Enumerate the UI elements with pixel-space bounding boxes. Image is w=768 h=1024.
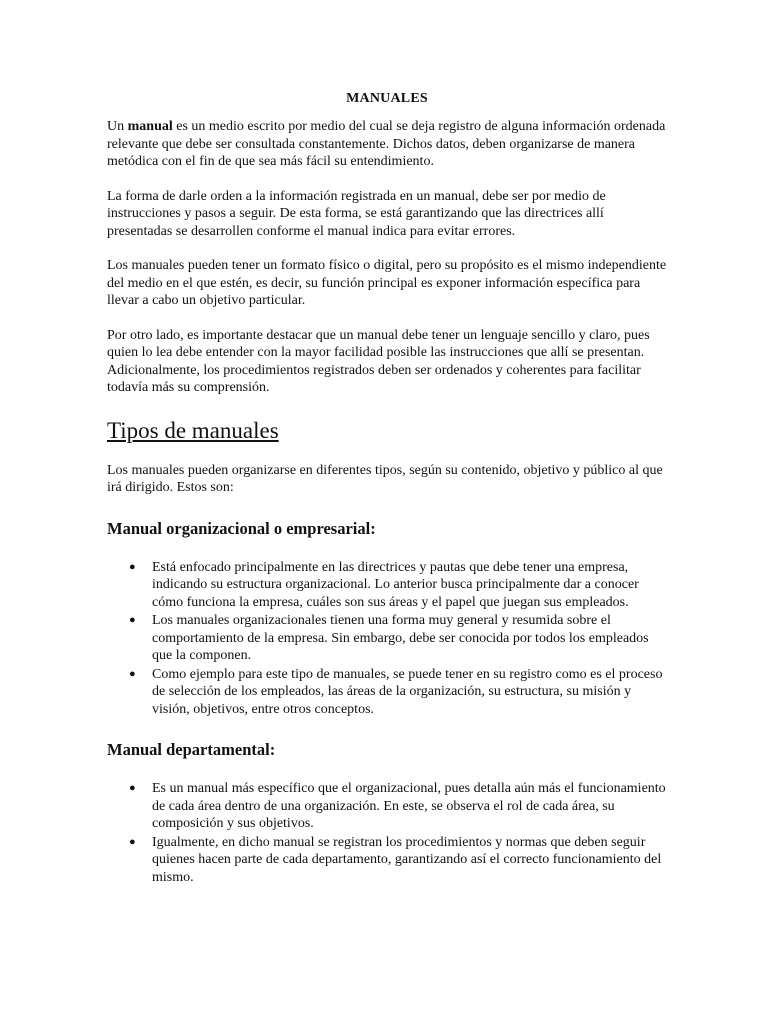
list-item — [107, 834, 667, 887]
list-item-text: Está enfocado principalmente en las directrices y pautas que debe tener una empresa, indicando su estructura organizacional. Lo anterior busca principalmente dar a conocer cómo funciona la empresa, cuáles son sus áreas y el papel que juegan sus empleados. — [152, 559, 639, 610]
list-item-text: Como ejemplo para este tipo de manuales, se puede tener en su registro como es el proceso de selección de los empleados, las áreas de la organización, su estructura, su misión y visión, objetivos, entre otros conceptos. — [152, 666, 663, 717]
section-heading: Tipos de manuales — [107, 417, 279, 443]
list-item-text: Igualmente, en dicho manual se registran los procedimientos y normas que deben seguir quienes hacen parte de cada departamento, garantizando así el correcto funcionamiento del mismo. — [152, 834, 662, 885]
bullet-icon: ● — [129, 782, 136, 794]
subsection-heading: Manual organizacional o empresarial: — [107, 518, 376, 538]
paragraph: La forma de darle orden a la información registrada en un manual, debe ser por medio de instrucciones y pasos a seguir. De esta forma, se está garantizando que las directrices allí presentadas se desarrollen conforme el manual indica para evitar errores. — [107, 188, 606, 239]
list-item-text: Es un manual más específico que el organizacional, pues detalla aún más el funcionamiento de cada área dentro de una organización. En este, se observa el rol de cada área, su composición y sus objetivos. — [152, 781, 666, 831]
bullet-list — [107, 559, 667, 719]
paragraph: Los manuales pueden tener un formato físico o digital, pero su propósito es el mismo independiente del medio en el que estén, es decir, su función principal es exponer información específica para llevar a cabo un objetivo particular. — [107, 258, 667, 308]
bullet-icon: ● — [129, 835, 136, 848]
bullet-icon: ● — [129, 560, 136, 573]
intro-rest: es un medio escrito por medio del cual se deja registro de alguna información ordenada relevante que debe ser consultada constantemente. Dichos datos, deben organizarse de manera metódica con el fin de que sea más fácil su entendimiento. — [107, 119, 666, 169]
list-item — [107, 780, 667, 833]
intro-bold-term: manual — [127, 119, 173, 134]
bullet-icon: ● — [129, 614, 136, 626]
bullet-list — [107, 780, 667, 886]
section-intro: Los manuales pueden organizarse en diferentes tipos, según su contenido, objetivo y público al que irá dirigido. Estos son: — [107, 462, 663, 495]
intro-prefix: Un — [107, 119, 128, 134]
document-page — [107, 90, 667, 887]
list-item — [107, 559, 667, 612]
paragraph: Por otro lado, es importante destacar que un manual debe tener un lenguaje sencillo y claro, pues quien lo lea debe entender con la mayor facilidad posible las instrucciones que allí se presentan. Adicionalmente, los procedimientos registrados deben ser ordenados y coherentes para facilitar todavía más su comprensión. — [107, 327, 650, 395]
list-item — [107, 612, 667, 665]
bullet-icon: ● — [129, 667, 136, 680]
document-title: MANUALES — [346, 91, 428, 106]
subsection-heading: Manual departamental: — [107, 740, 276, 759]
list-item-text: Los manuales organizacionales tienen una forma muy general y resumida sobre el comportamiento de la empresa. Sin embargo, debe ser conocida por todos los empleados que la componen. — [152, 613, 649, 663]
intro-paragraph — [107, 118, 667, 171]
list-item — [107, 666, 667, 719]
